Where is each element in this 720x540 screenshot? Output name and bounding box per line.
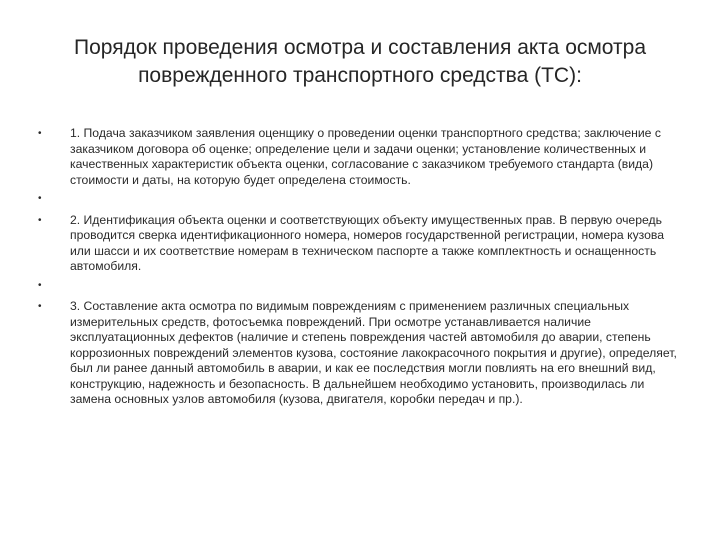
bullet-icon: • [38, 214, 42, 226]
slide-title-line-1: Порядок проведения осмотра и составления акта осмотра [73, 36, 646, 59]
list-item-empty [38, 278, 683, 294]
list-item-empty [38, 191, 683, 207]
bullet-list [38, 126, 683, 408]
list-item [38, 299, 683, 408]
list-item [38, 213, 683, 275]
bullet-icon: • [38, 279, 42, 291]
slide-title-line-2: поврежденного транспортного средства (ТС): [138, 64, 582, 87]
list-item [38, 126, 683, 188]
bullet-icon: • [38, 193, 42, 204]
bullet-icon: • [38, 128, 42, 139]
paragraph-1-text: 1. Подача заказчиком заявления оценщику о проведении оценки транспортного средства; заключение с заказчиком договора об оценке; определение цели и задачи оценки; установление количественных и качественных характеристик объекта оценки, согласование с заказчиком требуемого стандарта (вида) стоимости и даты, на которую будет определена стоимость. [70, 126, 661, 187]
paragraph-2-text: 2. Идентификация объекта оценки и соответствующих объекту имущественных прав. В первую очередь проводится сверка идентификационного номера, номеров государственной регистрации, номера кузова или шасси и их соответствие номерам в техническом паспорте а также комплектность и оснащенность автомобиля. [70, 212, 665, 273]
paragraph-3-text: 3. Составление акта осмотра по видимым повреждениям с применением различных специальных измерительных средств, фотосъемка повреждений. При осмотре устанавливается наличие эксплуатационных дефектов (наличие и степень повреждения частей автомобиля до аварии, степень коррозионных повреждений элементов кузова, состояние лакокрасочного покрытия и другие), определяет, был ли ранее данный автомобиль в аварии, и как ее последствия могли повлиять на его внешний вид, конструкцию, надежность и безопасность. В дальнейшем необходимо установить, производилась ли замена основных узлов автомобиля (кузова, двигателя, коробки передач и пр.). [70, 299, 677, 406]
bullet-icon: • [38, 301, 42, 312]
slide-title [40, 34, 680, 90]
